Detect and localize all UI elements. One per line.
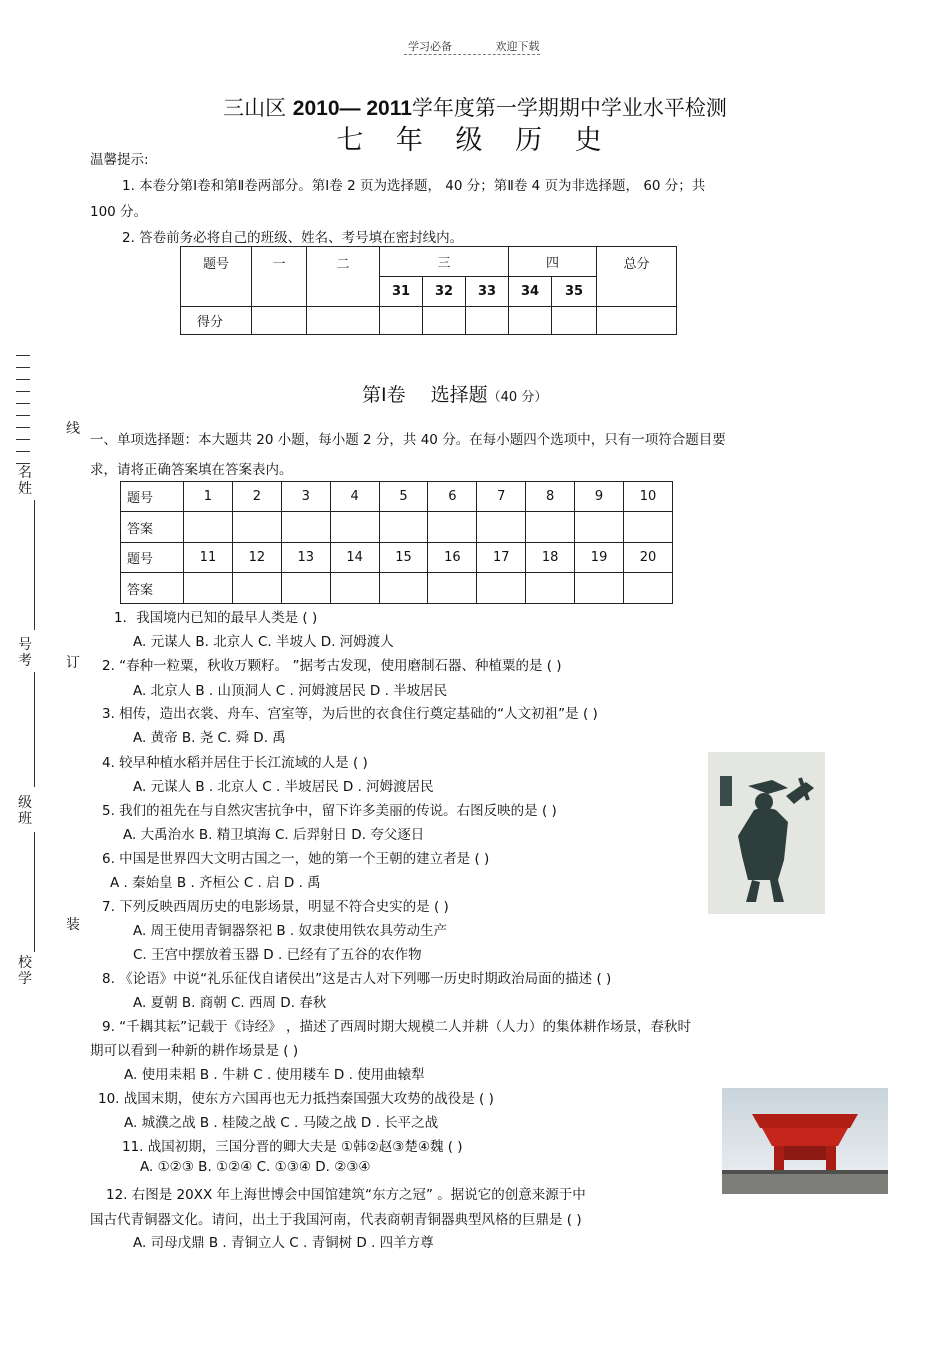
question-options: A. ①②③ B. ①②④ C. ①③④ D. ②③④ bbox=[140, 1159, 371, 1175]
answer-row-ans-label: 答案 bbox=[121, 573, 184, 604]
answer-cell[interactable] bbox=[184, 512, 233, 543]
score-h-3: 三 bbox=[380, 247, 509, 277]
answer-cell[interactable] bbox=[575, 573, 624, 604]
question-options: A. 夏朝 B. 商朝 C. 西周 D. 春秋 bbox=[133, 995, 327, 1011]
score-sub-34: 34 bbox=[509, 277, 552, 307]
question-options: A. 周王使用青铜器祭祀 B . 奴隶使用铁农具劳动生产 bbox=[133, 923, 448, 939]
answer-cell[interactable] bbox=[281, 512, 330, 543]
section-title-text: 第Ⅰ卷 选择题 bbox=[362, 384, 488, 406]
answer-question-number: 19 bbox=[575, 543, 624, 573]
score-sub-31: 31 bbox=[380, 277, 423, 307]
answer-question-number: 10 bbox=[624, 482, 673, 512]
question-options: A. 元谋人 B. 北京人 C. 半坡人 D. 河姆渡人 bbox=[133, 634, 394, 650]
margin-ding: 订 bbox=[66, 655, 80, 671]
answer-cell[interactable] bbox=[526, 512, 575, 543]
score-row-label: 得分 bbox=[181, 307, 252, 335]
margin-xuexiao: 校 学 bbox=[18, 955, 32, 987]
answer-question-number: 11 bbox=[184, 543, 233, 573]
score-sub-35: 35 bbox=[552, 277, 597, 307]
score-cell[interactable] bbox=[307, 307, 380, 335]
tips-item2: 2. 答卷前务必将自己的班级、姓名、考号填在密封线内。 bbox=[122, 230, 464, 246]
score-h-total: 总分 bbox=[597, 247, 677, 307]
answer-question-number: 13 bbox=[281, 543, 330, 573]
answer-question-number: 12 bbox=[232, 543, 281, 573]
archer-figure-icon bbox=[708, 752, 825, 914]
score-cell[interactable] bbox=[380, 307, 423, 335]
answer-cell[interactable] bbox=[184, 573, 233, 604]
tips-item1: 1. 本卷分第Ⅰ卷和第Ⅱ卷两部分。第Ⅰ卷 2 页为选择题， 40 分；第Ⅱ卷 4 页为非选择题， 60 分；共 bbox=[122, 178, 706, 194]
answer-cell[interactable] bbox=[330, 512, 379, 543]
score-cell[interactable] bbox=[252, 307, 307, 335]
question-text: 3. 相传，造出衣裳、舟车、宫室等，为后世的衣食住行奠定基础的“人文初祖”是 ( ) bbox=[102, 706, 598, 722]
score-cell[interactable] bbox=[597, 307, 677, 335]
answer-question-number: 6 bbox=[428, 482, 477, 512]
houyi-figure-image bbox=[708, 752, 825, 914]
question-options: A . 秦始皇 B . 齐桓公 C . 启 D . 禹 bbox=[110, 875, 321, 891]
header-left: 学习必备 bbox=[408, 40, 452, 53]
question-text: 4. 较早种植水稻并居住于长江流域的人是 ( ) bbox=[102, 755, 368, 771]
answer-cell[interactable] bbox=[428, 573, 477, 604]
question-text: 2. “春种一粒粟，秋收万颗籽。 ”据考古发现，使用磨制石器、种植粟的是 ( ) bbox=[102, 658, 562, 674]
answer-question-number: 20 bbox=[624, 543, 673, 573]
tips-label: 温馨提示: bbox=[90, 152, 149, 168]
answer-cell[interactable] bbox=[575, 512, 624, 543]
binding-line bbox=[34, 832, 35, 952]
question-text: 12. 右图是 20XX 年上海世博会中国馆建筑“东方之冠” 。据说它的创意来源于中 bbox=[106, 1187, 586, 1203]
score-sub-33: 33 bbox=[466, 277, 509, 307]
question-text: 1．我国境内已知的最早人类是 ( ) bbox=[114, 610, 318, 626]
answer-question-number: 9 bbox=[575, 482, 624, 512]
binding-dashes bbox=[16, 346, 30, 466]
subject-title: 七 年 级 历 史 bbox=[336, 125, 614, 156]
china-pavilion-image bbox=[722, 1088, 888, 1194]
answer-question-number: 15 bbox=[379, 543, 428, 573]
score-h-1: 一 bbox=[252, 247, 307, 307]
score-sub-32: 32 bbox=[423, 277, 466, 307]
answer-cell[interactable] bbox=[281, 573, 330, 604]
answer-row-ans-label: 答案 bbox=[121, 512, 184, 543]
margin-banji: 级 班 bbox=[18, 795, 32, 827]
question-options: A. 黄帝 B. 尧 C. 舜 D. 禹 bbox=[133, 730, 286, 746]
score-h-4: 四 bbox=[509, 247, 597, 277]
answer-cell[interactable] bbox=[428, 512, 477, 543]
answer-question-number: 8 bbox=[526, 482, 575, 512]
score-h-num: 题号 bbox=[181, 247, 252, 307]
answer-cell[interactable] bbox=[624, 512, 673, 543]
question-text: 6. 中国是世界四大文明古国之一，她的第一个王朝的建立者是 ( ) bbox=[102, 851, 490, 867]
score-table bbox=[180, 246, 677, 335]
question-options: A. 司母戊鼎 B . 青铜立人 C . 青铜树 D . 四羊方尊 bbox=[133, 1235, 434, 1251]
question-text: 国古代青铜器文化。请问，出土于我国河南，代表商朝青铜器典型风格的巨鼎是 ( ) bbox=[90, 1212, 582, 1228]
question-text: 10. 战国末期，使东方六国再也无力抵挡秦国强大攻势的战役是 ( ) bbox=[98, 1091, 494, 1107]
answer-question-number: 3 bbox=[281, 482, 330, 512]
answer-question-number: 18 bbox=[526, 543, 575, 573]
answer-cell[interactable] bbox=[624, 573, 673, 604]
section-points: （40 分） bbox=[487, 390, 548, 405]
answer-cell[interactable] bbox=[232, 573, 281, 604]
score-cell[interactable] bbox=[552, 307, 597, 335]
instructions-line2: 求，请将正确答案填在答案表内。 bbox=[90, 462, 293, 478]
tips-item1-cont: 100 分。 bbox=[90, 204, 148, 220]
score-cell[interactable] bbox=[509, 307, 552, 335]
margin-zhuang: 装 bbox=[66, 917, 80, 933]
score-cell[interactable] bbox=[466, 307, 509, 335]
binding-line bbox=[34, 672, 35, 787]
answer-cell[interactable] bbox=[526, 573, 575, 604]
question-options: A. 城濮之战 B . 桂陵之战 C . 马陵之战 D . 长平之战 bbox=[124, 1115, 439, 1131]
binding-line bbox=[34, 500, 35, 630]
margin-kaohao: 号 考 bbox=[18, 637, 32, 669]
answer-question-number: 4 bbox=[330, 482, 379, 512]
answer-question-number: 5 bbox=[379, 482, 428, 512]
score-h-2: 二 bbox=[307, 247, 380, 307]
title-prefix: 三山区 bbox=[223, 96, 293, 120]
question-text: 期可以看到一种新的耕作场景是 ( ) bbox=[90, 1043, 299, 1059]
question-options: A. 大禹治水 B. 精卫填海 C. 后羿射日 D. 夸父逐日 bbox=[123, 827, 425, 843]
answer-cell[interactable] bbox=[330, 573, 379, 604]
answer-question-number: 7 bbox=[477, 482, 526, 512]
question-options: A. 北京人 B . 山顶洞人 C . 河姆渡居民 D . 半坡居民 bbox=[133, 683, 448, 699]
answer-cell[interactable] bbox=[477, 573, 526, 604]
page-header bbox=[408, 38, 580, 54]
question-text: 8. 《论语》中说“礼乐征伐自诸侯出”这是古人对下列哪一历史时期政治局面的描述 ( ) bbox=[102, 971, 612, 987]
answer-question-number: 2 bbox=[232, 482, 281, 512]
question-text: 5. 我们的祖先在与自然灾害抗争中，留下许多美丽的传说。右图反映的是 ( ) bbox=[102, 803, 557, 819]
question-text: 7. 下列反映西周历史的电影场景，明显不符合史实的是 ( ) bbox=[102, 899, 449, 915]
question-options: A. 使用耒耜 B . 牛耕 C . 使用耧车 D . 使用曲辕犁 bbox=[124, 1067, 425, 1083]
answer-table bbox=[120, 481, 673, 604]
answer-question-number: 16 bbox=[428, 543, 477, 573]
title-years: 2010— 2011 bbox=[292, 97, 412, 120]
question-options: C. 王宫中摆放着玉器 D . 已经有了五谷的农作物 bbox=[133, 947, 422, 963]
answer-question-number: 1 bbox=[184, 482, 233, 512]
header-right: 欢迎下载 bbox=[495, 40, 540, 53]
answer-row-num-label: 题号 bbox=[121, 482, 184, 512]
answer-cell[interactable] bbox=[379, 512, 428, 543]
pavilion-building-icon bbox=[722, 1088, 888, 1194]
score-cell[interactable] bbox=[423, 307, 466, 335]
title-suffix: 学年度第一学期期中学业水平检测 bbox=[411, 96, 727, 120]
answer-row-num-label: 题号 bbox=[121, 543, 184, 573]
question-options: A. 元谋人 B . 北京人 C . 半坡居民 D . 河姆渡居民 bbox=[133, 779, 434, 795]
margin-name: 名 姓 bbox=[18, 465, 32, 497]
answer-cell[interactable] bbox=[379, 573, 428, 604]
header-divider bbox=[404, 54, 540, 55]
question-text: 11. 战国初期，三国分晋的卿大夫是 ①韩②赵③楚④魏 ( ) bbox=[122, 1139, 463, 1155]
answer-question-number: 14 bbox=[330, 543, 379, 573]
question-text: 9. “千耦其耘”记载于《诗经》 ，描述了西周时期大规模二人并耕（人力）的集体耕作场景，春秋时 bbox=[102, 1019, 691, 1035]
answer-question-number: 17 bbox=[477, 543, 526, 573]
answer-cell[interactable] bbox=[477, 512, 526, 543]
instructions-line1: 一、单项选择题：本大题共 20 小题，每小题 2 分，共 40 分。在每小题四个选项中，只有一项符合题目要 bbox=[90, 432, 726, 448]
section-title bbox=[362, 380, 547, 407]
answer-cell[interactable] bbox=[232, 512, 281, 543]
margin-xian: 线 bbox=[66, 421, 80, 437]
